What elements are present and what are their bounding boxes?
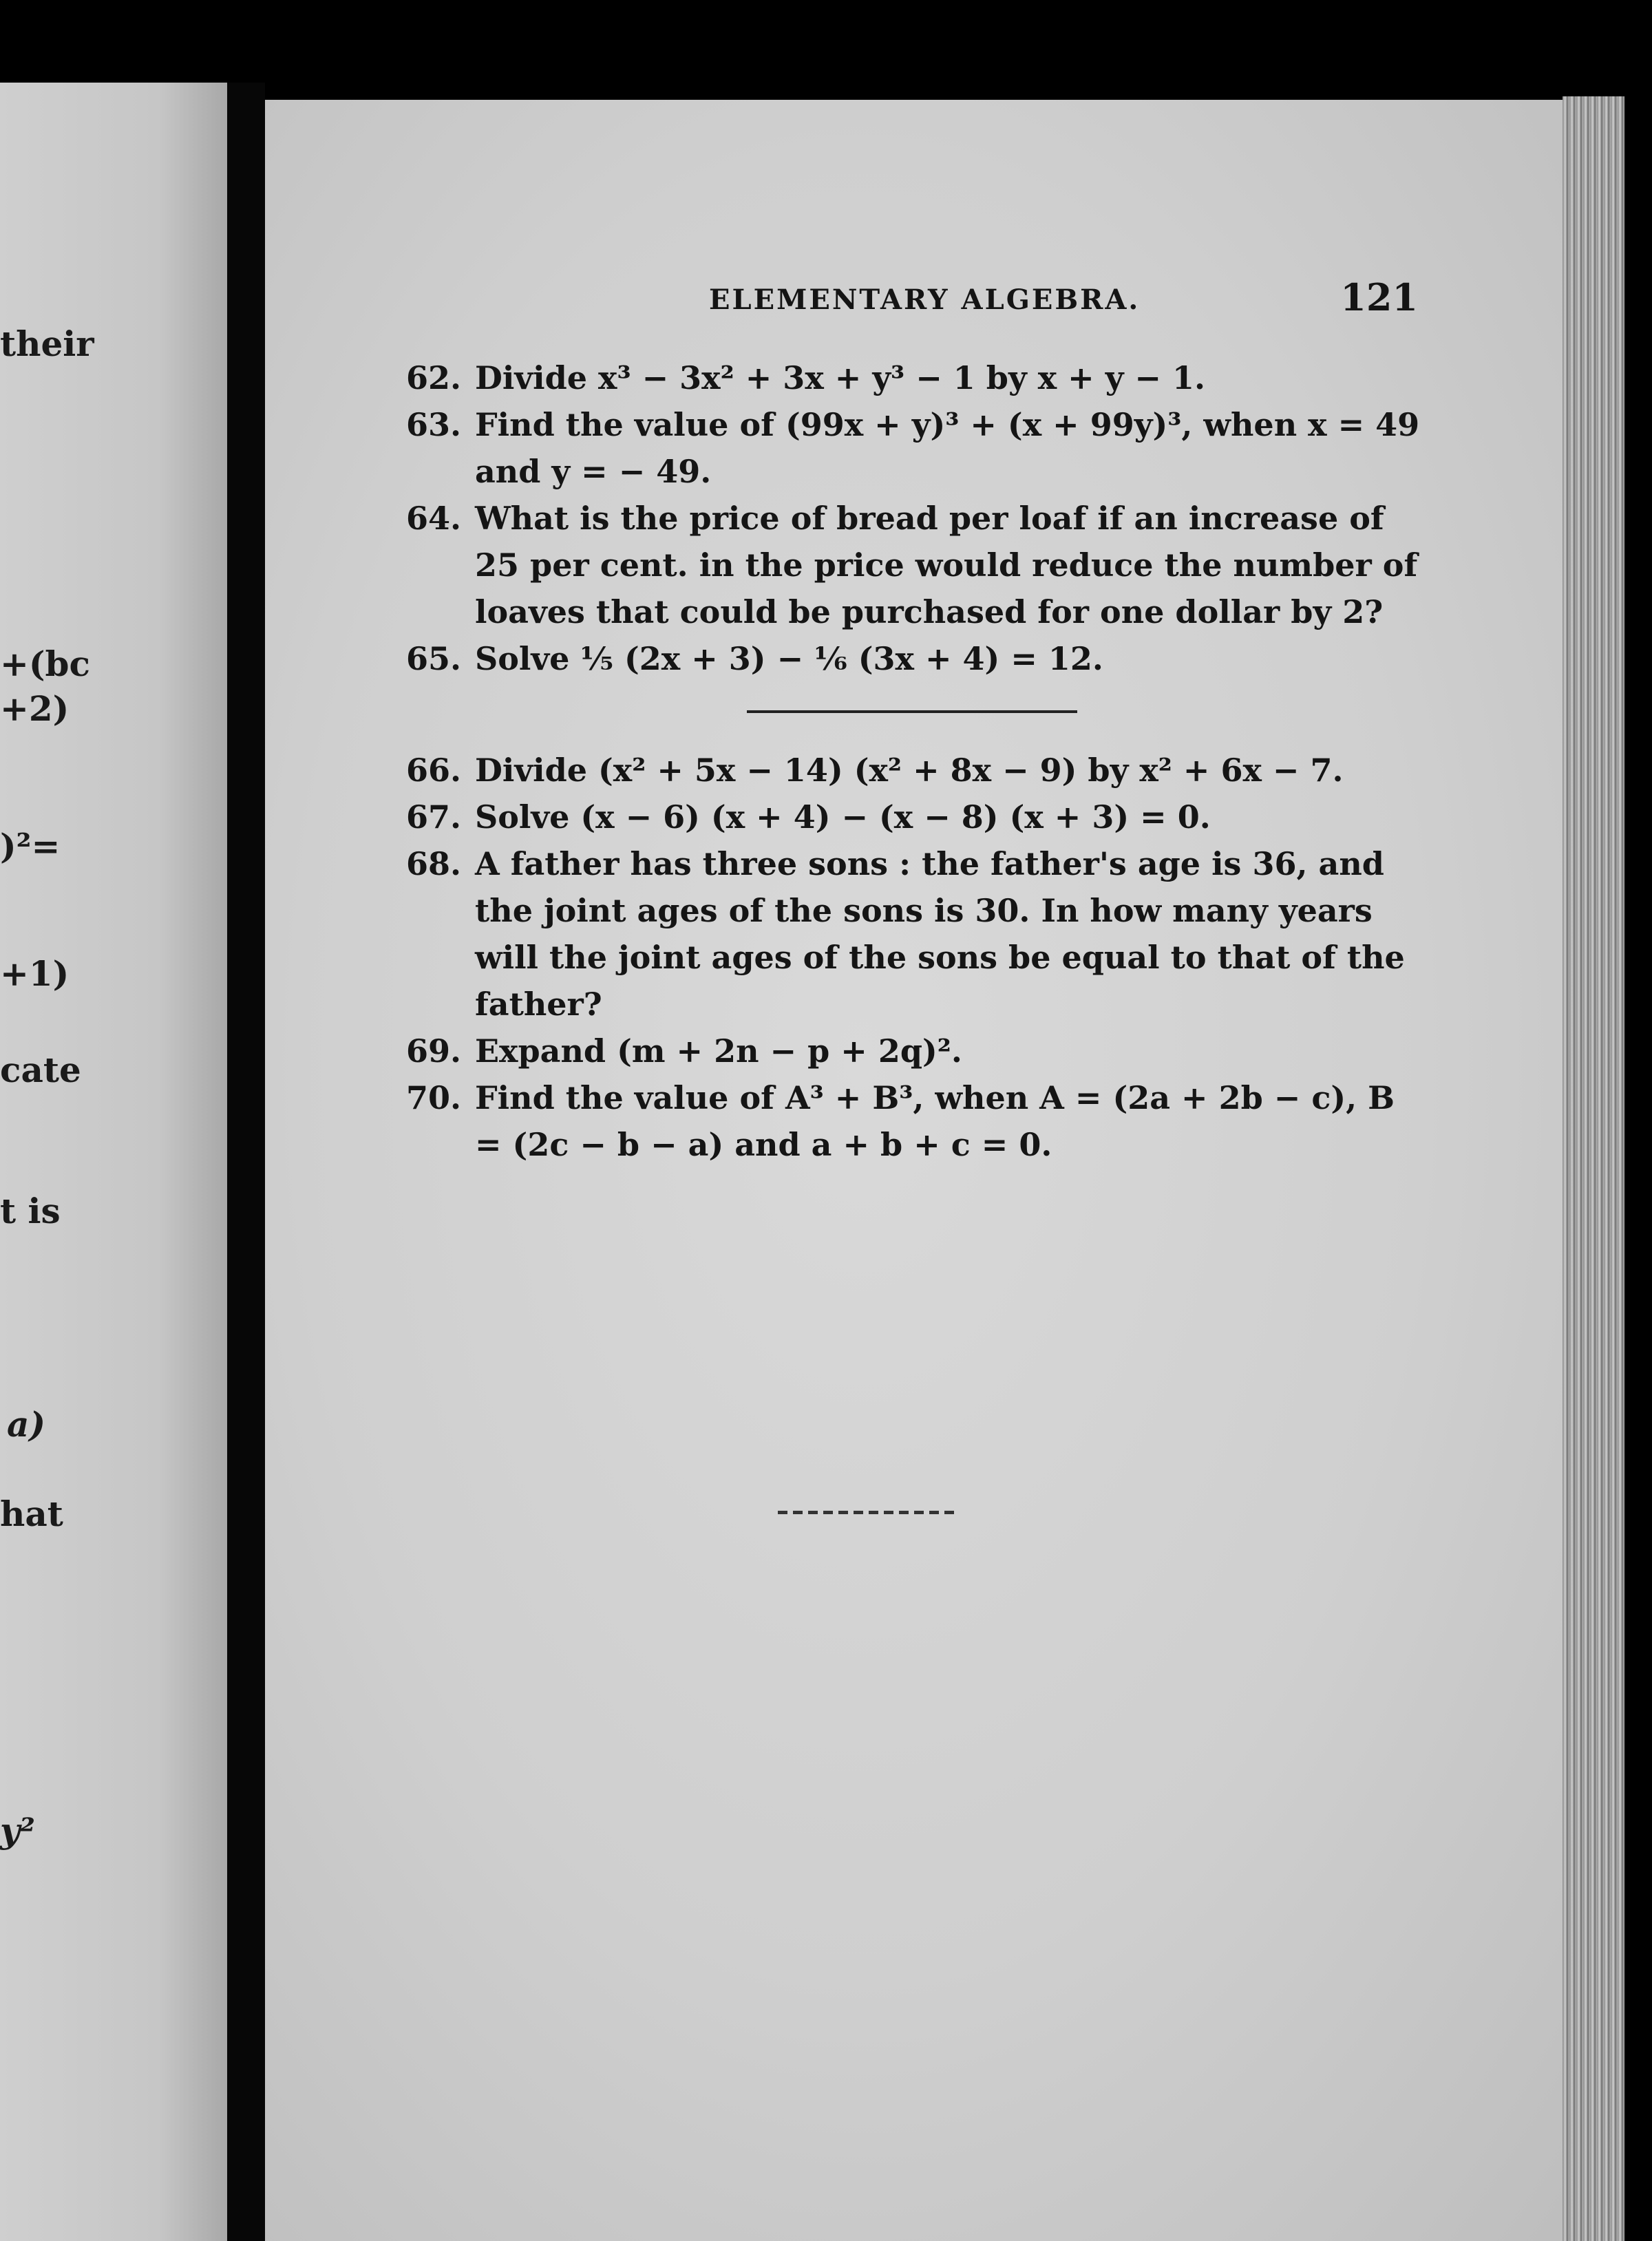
facing-page-fragment: )²= [0, 826, 61, 867]
problem-number: 66. [406, 752, 462, 789]
print-smudge [778, 1511, 957, 1514]
page-number: 121 [1340, 275, 1418, 319]
problem-text: A father has three sons : the father's age is 36, and the joint ages of the sons is 30. In how many years will the joint ages of the sons be equal to that of the father? [475, 845, 1405, 1023]
facing-page-fragment: +2) [0, 688, 70, 729]
problem-text: Find the value of A³ + B³, when A = (2a + 2b − c), B = (2c − b − a) and a + b + c = 0. [475, 1079, 1395, 1163]
problem-number: 68. [406, 845, 462, 882]
problem [406, 747, 1425, 794]
problem [406, 495, 1425, 635]
facing-page-fragment: cate [0, 1050, 81, 1090]
problem-list [406, 747, 1425, 1168]
problem-number: 62. [406, 359, 462, 396]
problem-text: Solve (x − 6) (x + 4) − (x − 8) (x + 3) = 0. [475, 798, 1211, 836]
running-title: ELEMENTARY ALGEBRA. [709, 284, 1141, 316]
problem-number: 69. [406, 1032, 462, 1070]
section-divider [747, 710, 1077, 713]
facing-page [0, 83, 227, 2241]
problem [406, 840, 1425, 1028]
page-header [709, 275, 1418, 323]
problem-number: 67. [406, 798, 462, 836]
problem [406, 1074, 1425, 1168]
problem-number: 63. [406, 406, 462, 443]
facing-page-fragment: +1) [0, 953, 70, 994]
scan-right-border [1624, 0, 1652, 2241]
facing-page-fragment: +(bc [0, 644, 90, 684]
problem-text: Solve ⅕ (2x + 3) − ⅙ (3x + 4) = 12. [475, 640, 1103, 677]
problem [406, 401, 1425, 495]
problem [406, 794, 1425, 840]
problem-text: Divide x³ − 3x² + 3x + y³ − 1 by x + y − 1. [475, 359, 1206, 396]
problem-number: 64. [406, 500, 462, 537]
problem [406, 354, 1425, 401]
problem [406, 635, 1425, 682]
problem [406, 1028, 1425, 1074]
facing-page-fragment: hat [0, 1494, 63, 1534]
facing-page-fragment: their [0, 323, 94, 364]
problem-number: 65. [406, 640, 462, 677]
problem-text: Divide (x² + 5x − 14) (x² + 8x − 9) by x² + 6x − 7. [475, 752, 1344, 789]
problem-number: 70. [406, 1079, 462, 1116]
problem-text: Find the value of (99x + y)³ + (x + 99y)³, when x = 49 and y = − 49. [475, 406, 1420, 490]
facing-page-fragment: t is [0, 1191, 61, 1231]
book-gutter [227, 83, 265, 2241]
facing-page-fragment: a) [7, 1404, 46, 1445]
problem-list [406, 354, 1425, 682]
problem-text: What is the price of bread per loaf if an increase of 25 per cent. in the price would reduce the number of loaves that could be purchased for one dollar by 2? [475, 500, 1418, 630]
facing-page-fragment: y² [0, 1810, 35, 1851]
page-edges [1563, 96, 1624, 2241]
problem-text: Expand (m + 2n − p + 2q)². [475, 1032, 962, 1070]
